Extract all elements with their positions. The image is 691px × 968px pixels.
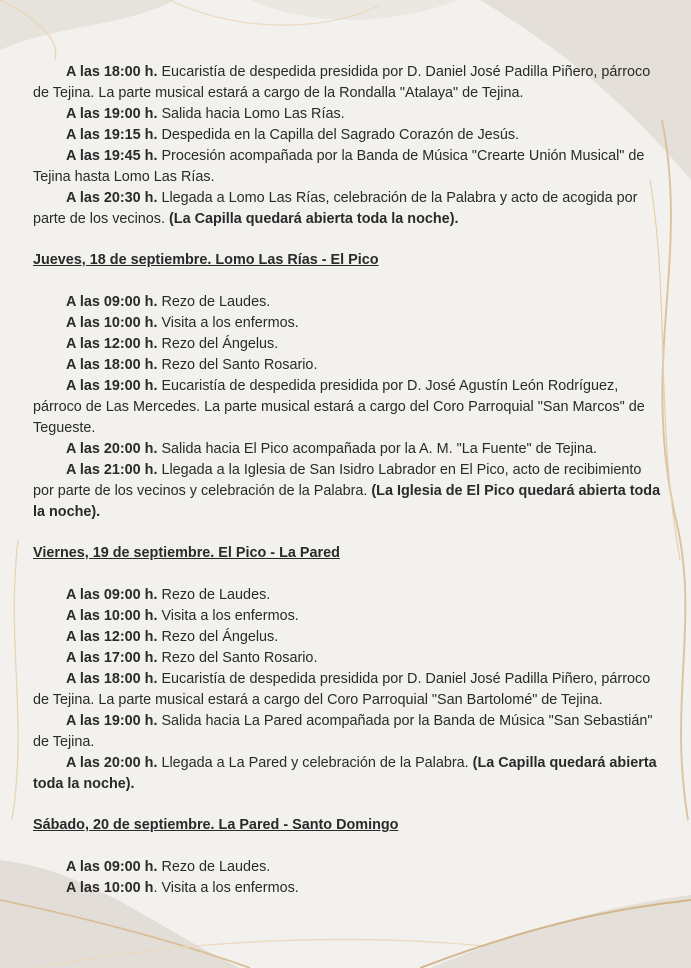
item-text: Salida hacia La Pared acompañada por la Banda de Música "San Sebastián" de Tejina. <box>33 713 653 750</box>
list-item <box>33 627 663 648</box>
list-item <box>33 648 663 669</box>
item-text: Procesión acompañada por la Banda de Música "Crearte Unión Musical" de Tejina hasta Lomo Las Rías. <box>33 148 645 185</box>
item-time: A las 19:00 h. <box>66 378 158 394</box>
list-item <box>33 292 663 313</box>
item-text: Eucaristía de despedida presidida por D. José Agustín León Rodríguez, párroco de Las Mercedes. La parte musical estará a cargo del Coro Parroquial "San Marcos" de Tegueste. <box>33 378 645 436</box>
item-time: A las 21:00 h. <box>66 462 158 478</box>
list-item <box>33 334 663 355</box>
section-heading: Jueves, 18 de septiembre. Lomo Las Rías - El Pico <box>33 252 379 268</box>
item-time: A las 09:00 h. <box>66 859 158 875</box>
item-time: A las 18:00 h. <box>66 357 158 373</box>
list-item <box>33 606 663 627</box>
section-heading: Sábado, 20 de septiembre. La Pared - Santo Domingo <box>33 817 399 833</box>
item-time: A las 12:00 h. <box>66 629 158 645</box>
item-text: Salida hacia Lomo Las Rías. <box>157 106 345 122</box>
item-time: A las 10:00 h. <box>66 608 158 624</box>
item-text: Eucaristía de despedida presidida por D. Daniel José Padilla Piñero, párroco de Tejina. La parte musical estará a cargo de la Rondalla "Atalaya" de Tejina. <box>33 64 651 101</box>
item-text: Llegada a Lomo Las Rías, celebración de la Palabra y acto de acogida por parte de los vecinos. <box>33 190 638 227</box>
list-item <box>33 878 663 899</box>
item-text: . Visita a los enfermos. <box>153 880 299 896</box>
item-text: Rezo de Laudes. <box>157 859 271 875</box>
item-time: A las 18:00 h. <box>66 64 158 80</box>
item-time: A las 19:00 h. <box>66 713 158 729</box>
section-heading: Viernes, 19 de septiembre. El Pico - La Pared <box>33 545 340 561</box>
item-time: A las 20:30 h. <box>66 190 158 206</box>
item-text: Eucaristía de despedida presidida por D. Daniel José Padilla Piñero, párroco de Tejina. La parte musical estará a cargo del Coro Parroquial "San Bartolomé" de Tejina. <box>33 671 651 708</box>
list-item <box>33 146 663 188</box>
item-text: Salida hacia El Pico acompañada por la A. M. "La Fuente" de Tejina. <box>157 441 597 457</box>
list-item <box>33 125 663 146</box>
item-time: A las 10:00 h <box>66 880 154 896</box>
item-note: (La Capilla quedará abierta toda la noche). <box>33 755 657 792</box>
item-text: Rezo del Ángelus. <box>157 629 279 645</box>
item-time: A las 09:00 h. <box>66 587 158 603</box>
list-item <box>33 669 663 711</box>
list-item <box>33 460 663 523</box>
list-item <box>33 62 663 104</box>
item-text: Visita a los enfermos. <box>157 315 299 331</box>
list-item <box>33 857 663 878</box>
item-time: A las 12:00 h. <box>66 336 158 352</box>
list-item <box>33 753 663 795</box>
item-text: Rezo del Santo Rosario. <box>157 650 318 666</box>
list-item <box>33 188 663 230</box>
item-time: A las 09:00 h. <box>66 294 158 310</box>
item-time: A las 17:00 h. <box>66 650 158 666</box>
item-text: Llegada a La Pared y celebración de la Palabra. <box>157 755 473 771</box>
document-body <box>33 62 663 899</box>
item-note: (La Capilla quedará abierta toda la noche). <box>169 211 459 227</box>
item-text: Llegada a la Iglesia de San Isidro Labrador en El Pico, acto de recibimiento por parte de los vecinos y celebración de la Palabra. <box>33 462 642 499</box>
list-item <box>33 439 663 460</box>
list-item <box>33 355 663 376</box>
list-item <box>33 104 663 125</box>
item-time: A las 20:00 h. <box>66 755 158 771</box>
item-time: A las 19:00 h. <box>66 106 158 122</box>
item-text: Rezo de Laudes. <box>157 294 271 310</box>
list-item <box>33 585 663 606</box>
item-text: Rezo de Laudes. <box>157 587 271 603</box>
list-item <box>33 376 663 439</box>
item-text: Visita a los enfermos. <box>157 608 299 624</box>
list-item <box>33 711 663 753</box>
item-time: A las 18:00 h. <box>66 671 158 687</box>
item-text: Rezo del Ángelus. <box>157 336 279 352</box>
item-time: A las 10:00 h. <box>66 315 158 331</box>
item-note: (La Iglesia de El Pico quedará abierta toda la noche). <box>33 483 661 520</box>
item-time: A las 20:00 h. <box>66 441 158 457</box>
item-time: A las 19:15 h. <box>66 127 158 143</box>
list-item <box>33 313 663 334</box>
item-text: Rezo del Santo Rosario. <box>157 357 318 373</box>
item-time: A las 19:45 h. <box>66 148 158 164</box>
item-text: Despedida en la Capilla del Sagrado Corazón de Jesús. <box>157 127 520 143</box>
